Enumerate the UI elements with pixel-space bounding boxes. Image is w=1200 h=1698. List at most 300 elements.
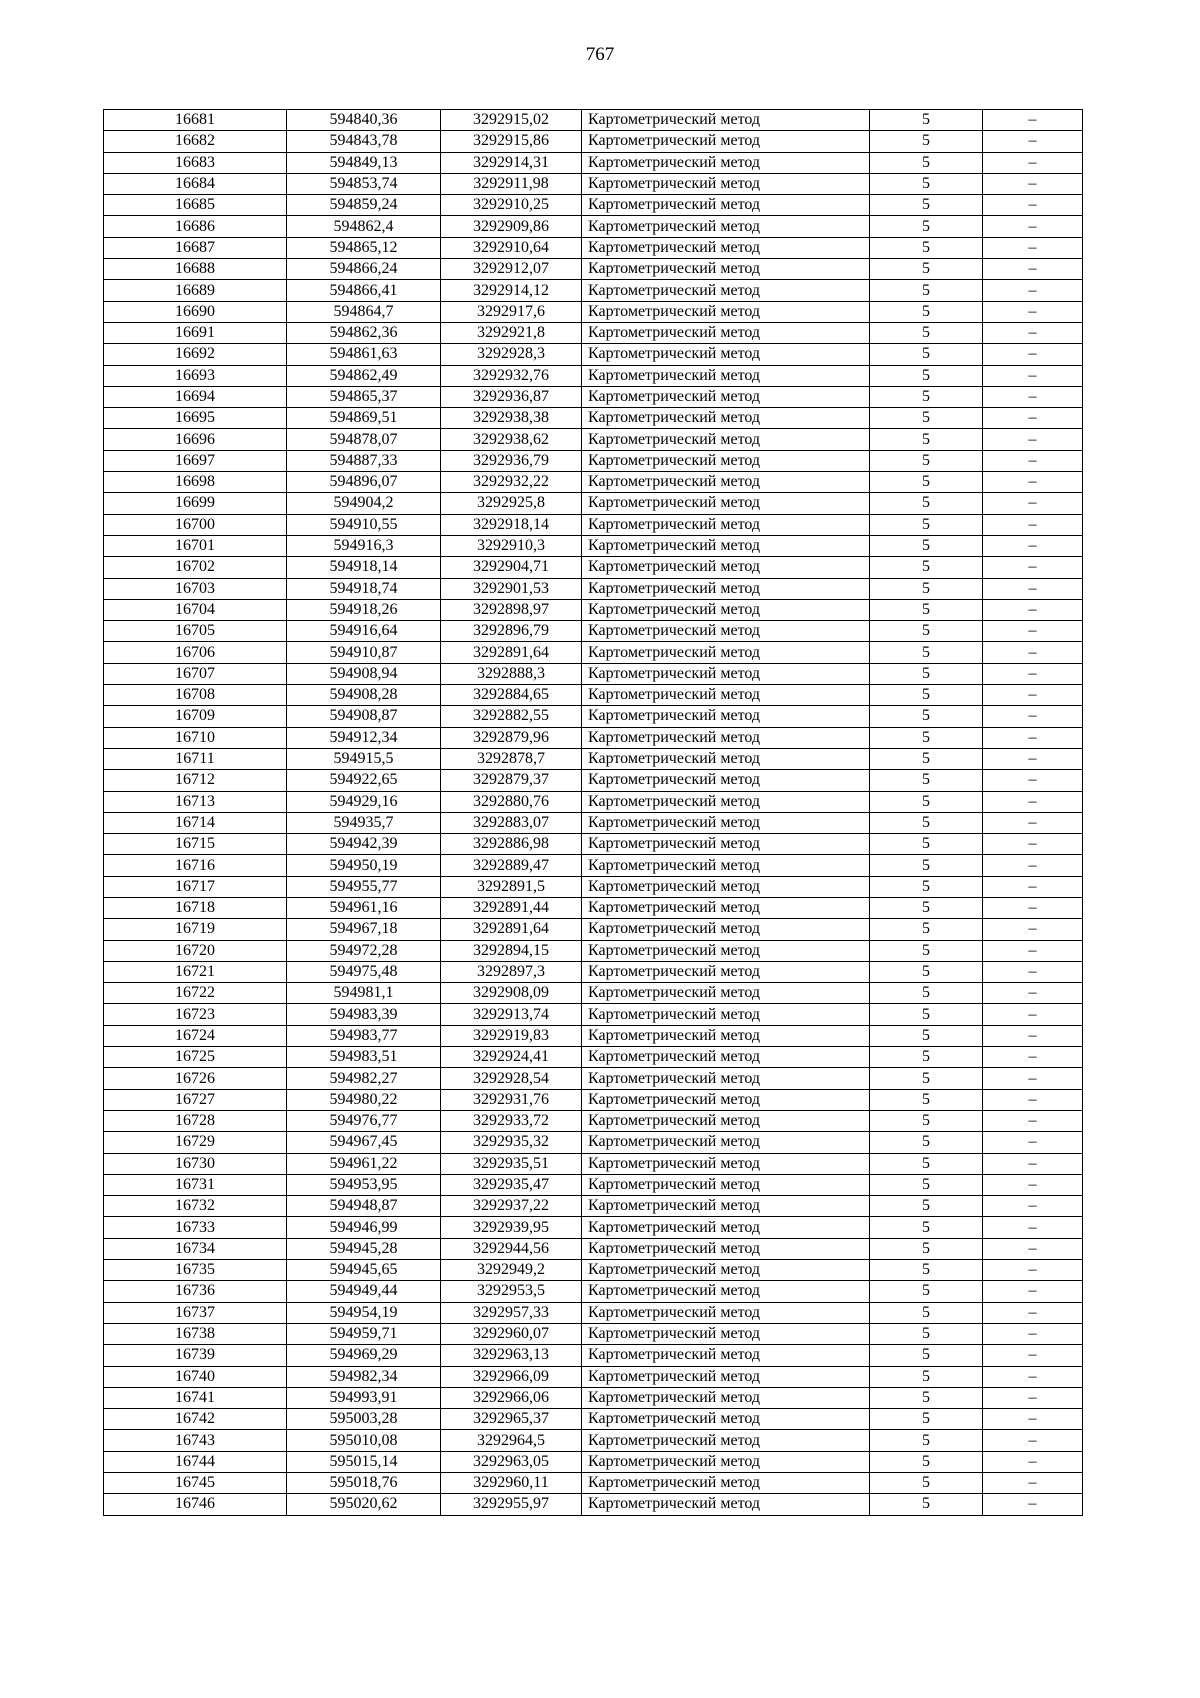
note-cell: –: [983, 1430, 1083, 1451]
note-cell: –: [983, 1089, 1083, 1110]
point-number-cell: 16726: [104, 1068, 287, 1089]
method-cell: Картометрический метод: [582, 1238, 870, 1259]
coordinates-table: [103, 109, 1083, 1516]
method-cell: Картометрический метод: [582, 493, 870, 514]
table-row: [104, 1047, 1083, 1068]
point-number-cell: 16687: [104, 237, 287, 258]
table-row: [104, 386, 1083, 407]
y-coordinate-cell: 3292955,97: [441, 1494, 582, 1515]
y-coordinate-cell: 3292935,51: [441, 1153, 582, 1174]
method-cell: Картометрический метод: [582, 1430, 870, 1451]
point-number-cell: 16696: [104, 429, 287, 450]
note-cell: –: [983, 557, 1083, 578]
table-row: [104, 472, 1083, 493]
y-coordinate-cell: 3292935,47: [441, 1174, 582, 1195]
accuracy-cell: 5: [870, 1451, 983, 1472]
x-coordinate-cell: 594967,45: [287, 1132, 441, 1153]
method-cell: Картометрический метод: [582, 195, 870, 216]
table-row: [104, 1068, 1083, 1089]
point-number-cell: 16739: [104, 1345, 287, 1366]
method-cell: Картометрический метод: [582, 514, 870, 535]
table-row: [104, 961, 1083, 982]
accuracy-cell: 5: [870, 237, 983, 258]
y-coordinate-cell: 3292884,65: [441, 685, 582, 706]
table-row: [104, 1004, 1083, 1025]
y-coordinate-cell: 3292931,76: [441, 1089, 582, 1110]
note-cell: –: [983, 195, 1083, 216]
x-coordinate-cell: 594865,37: [287, 386, 441, 407]
accuracy-cell: 5: [870, 280, 983, 301]
table-row: [104, 259, 1083, 280]
point-number-cell: 16683: [104, 152, 287, 173]
x-coordinate-cell: 594983,77: [287, 1025, 441, 1046]
y-coordinate-cell: 3292914,12: [441, 280, 582, 301]
note-cell: –: [983, 1302, 1083, 1323]
method-cell: Картометрический метод: [582, 812, 870, 833]
table-row: [104, 535, 1083, 556]
point-number-cell: 16742: [104, 1409, 287, 1430]
point-number-cell: 16686: [104, 216, 287, 237]
method-cell: Картометрический метод: [582, 1409, 870, 1430]
note-cell: –: [983, 1409, 1083, 1430]
table-row: [104, 557, 1083, 578]
accuracy-cell: 5: [870, 535, 983, 556]
accuracy-cell: 5: [870, 876, 983, 897]
point-number-cell: 16682: [104, 131, 287, 152]
method-cell: Картометрический метод: [582, 408, 870, 429]
x-coordinate-cell: 594865,12: [287, 237, 441, 258]
table-row: [104, 110, 1083, 131]
accuracy-cell: 5: [870, 259, 983, 280]
note-cell: –: [983, 514, 1083, 535]
y-coordinate-cell: 3292938,62: [441, 429, 582, 450]
y-coordinate-cell: 3292886,98: [441, 834, 582, 855]
note-cell: –: [983, 1281, 1083, 1302]
x-coordinate-cell: 594975,48: [287, 961, 441, 982]
method-cell: Картометрический метод: [582, 727, 870, 748]
accuracy-cell: 5: [870, 1260, 983, 1281]
table-row: [104, 983, 1083, 1004]
table-row: [104, 642, 1083, 663]
point-number-cell: 16697: [104, 450, 287, 471]
note-cell: –: [983, 280, 1083, 301]
x-coordinate-cell: 594983,51: [287, 1047, 441, 1068]
x-coordinate-cell: 595018,76: [287, 1473, 441, 1494]
table-row: [104, 195, 1083, 216]
y-coordinate-cell: 3292936,79: [441, 450, 582, 471]
x-coordinate-cell: 594869,51: [287, 408, 441, 429]
method-cell: Картометрический метод: [582, 706, 870, 727]
accuracy-cell: 5: [870, 1153, 983, 1174]
note-cell: –: [983, 1345, 1083, 1366]
x-coordinate-cell: 594862,4: [287, 216, 441, 237]
point-number-cell: 16710: [104, 727, 287, 748]
y-coordinate-cell: 3292928,3: [441, 344, 582, 365]
x-coordinate-cell: 594910,87: [287, 642, 441, 663]
table-row: [104, 855, 1083, 876]
note-cell: –: [983, 791, 1083, 812]
y-coordinate-cell: 3292963,13: [441, 1345, 582, 1366]
x-coordinate-cell: 594862,36: [287, 322, 441, 343]
y-coordinate-cell: 3292964,5: [441, 1430, 582, 1451]
accuracy-cell: 5: [870, 322, 983, 343]
method-cell: Картометрический метод: [582, 216, 870, 237]
method-cell: Картометрический метод: [582, 642, 870, 663]
point-number-cell: 16718: [104, 897, 287, 918]
note-cell: –: [983, 983, 1083, 1004]
table-row: [104, 663, 1083, 684]
y-coordinate-cell: 3292935,32: [441, 1132, 582, 1153]
accuracy-cell: 5: [870, 1004, 983, 1025]
y-coordinate-cell: 3292932,22: [441, 472, 582, 493]
point-number-cell: 16702: [104, 557, 287, 578]
method-cell: Картометрический метод: [582, 1004, 870, 1025]
y-coordinate-cell: 3292910,3: [441, 535, 582, 556]
point-number-cell: 16719: [104, 919, 287, 940]
table-row: [104, 1281, 1083, 1302]
y-coordinate-cell: 3292917,6: [441, 301, 582, 322]
method-cell: Картометрический метод: [582, 1473, 870, 1494]
point-number-cell: 16730: [104, 1153, 287, 1174]
point-number-cell: 16700: [104, 514, 287, 535]
table-row: [104, 1451, 1083, 1472]
point-number-cell: 16692: [104, 344, 287, 365]
table-row: [104, 940, 1083, 961]
x-coordinate-cell: 594849,13: [287, 152, 441, 173]
x-coordinate-cell: 594916,64: [287, 621, 441, 642]
note-cell: –: [983, 1132, 1083, 1153]
point-number-cell: 16724: [104, 1025, 287, 1046]
accuracy-cell: 5: [870, 386, 983, 407]
note-cell: –: [983, 237, 1083, 258]
accuracy-cell: 5: [870, 1089, 983, 1110]
method-cell: Картометрический метод: [582, 1047, 870, 1068]
accuracy-cell: 5: [870, 152, 983, 173]
x-coordinate-cell: 594862,49: [287, 365, 441, 386]
accuracy-cell: 5: [870, 1281, 983, 1302]
accuracy-cell: 5: [870, 1217, 983, 1238]
x-coordinate-cell: 594859,24: [287, 195, 441, 216]
point-number-cell: 16685: [104, 195, 287, 216]
x-coordinate-cell: 594922,65: [287, 770, 441, 791]
point-number-cell: 16734: [104, 1238, 287, 1259]
accuracy-cell: 5: [870, 173, 983, 194]
x-coordinate-cell: 594953,95: [287, 1174, 441, 1195]
accuracy-cell: 5: [870, 1238, 983, 1259]
accuracy-cell: 5: [870, 1345, 983, 1366]
x-coordinate-cell: 594929,16: [287, 791, 441, 812]
x-coordinate-cell: 594959,71: [287, 1323, 441, 1344]
point-number-cell: 16684: [104, 173, 287, 194]
accuracy-cell: 5: [870, 791, 983, 812]
method-cell: Картометрический метод: [582, 876, 870, 897]
accuracy-cell: 5: [870, 408, 983, 429]
table-row: [104, 919, 1083, 940]
y-coordinate-cell: 3292913,74: [441, 1004, 582, 1025]
y-coordinate-cell: 3292901,53: [441, 578, 582, 599]
point-number-cell: 16688: [104, 259, 287, 280]
point-number-cell: 16746: [104, 1494, 287, 1515]
note-cell: –: [983, 408, 1083, 429]
method-cell: Картометрический метод: [582, 1132, 870, 1153]
accuracy-cell: 5: [870, 1430, 983, 1451]
method-cell: Картометрический метод: [582, 152, 870, 173]
table-row: [104, 706, 1083, 727]
note-cell: –: [983, 706, 1083, 727]
accuracy-cell: 5: [870, 727, 983, 748]
x-coordinate-cell: 594918,26: [287, 599, 441, 620]
point-number-cell: 16704: [104, 599, 287, 620]
method-cell: Картометрический метод: [582, 450, 870, 471]
table-row: [104, 1089, 1083, 1110]
y-coordinate-cell: 3292936,87: [441, 386, 582, 407]
x-coordinate-cell: 594946,99: [287, 1217, 441, 1238]
point-number-cell: 16744: [104, 1451, 287, 1472]
note-cell: –: [983, 748, 1083, 769]
y-coordinate-cell: 3292919,83: [441, 1025, 582, 1046]
y-coordinate-cell: 3292965,37: [441, 1409, 582, 1430]
method-cell: Картометрический метод: [582, 429, 870, 450]
table-row: [104, 812, 1083, 833]
y-coordinate-cell: 3292933,72: [441, 1110, 582, 1131]
table-row: [104, 429, 1083, 450]
y-coordinate-cell: 3292949,2: [441, 1260, 582, 1281]
table-row: [104, 237, 1083, 258]
y-coordinate-cell: 3292928,54: [441, 1068, 582, 1089]
method-cell: Картометрический метод: [582, 578, 870, 599]
accuracy-cell: 5: [870, 110, 983, 131]
x-coordinate-cell: 594961,16: [287, 897, 441, 918]
method-cell: Картометрический метод: [582, 897, 870, 918]
table-row: [104, 1430, 1083, 1451]
point-number-cell: 16698: [104, 472, 287, 493]
note-cell: –: [983, 1473, 1083, 1494]
y-coordinate-cell: 3292883,07: [441, 812, 582, 833]
y-coordinate-cell: 3292889,47: [441, 855, 582, 876]
y-coordinate-cell: 3292924,41: [441, 1047, 582, 1068]
note-cell: –: [983, 1196, 1083, 1217]
y-coordinate-cell: 3292897,3: [441, 961, 582, 982]
point-number-cell: 16741: [104, 1387, 287, 1408]
method-cell: Картометрический метод: [582, 1323, 870, 1344]
point-number-cell: 16737: [104, 1302, 287, 1323]
point-number-cell: 16701: [104, 535, 287, 556]
accuracy-cell: 5: [870, 131, 983, 152]
table-row: [104, 280, 1083, 301]
note-cell: –: [983, 386, 1083, 407]
note-cell: –: [983, 1110, 1083, 1131]
x-coordinate-cell: 594887,33: [287, 450, 441, 471]
method-cell: Картометрический метод: [582, 1302, 870, 1323]
accuracy-cell: 5: [870, 216, 983, 237]
accuracy-cell: 5: [870, 642, 983, 663]
x-coordinate-cell: 594969,29: [287, 1345, 441, 1366]
table-row: [104, 1132, 1083, 1153]
point-number-cell: 16716: [104, 855, 287, 876]
table-row: [104, 1409, 1083, 1430]
point-number-cell: 16723: [104, 1004, 287, 1025]
x-coordinate-cell: 594916,3: [287, 535, 441, 556]
x-coordinate-cell: 594972,28: [287, 940, 441, 961]
accuracy-cell: 5: [870, 429, 983, 450]
accuracy-cell: 5: [870, 770, 983, 791]
y-coordinate-cell: 3292915,02: [441, 110, 582, 131]
x-coordinate-cell: 594918,74: [287, 578, 441, 599]
note-cell: –: [983, 578, 1083, 599]
x-coordinate-cell: 594878,07: [287, 429, 441, 450]
point-number-cell: 16740: [104, 1366, 287, 1387]
x-coordinate-cell: 594840,36: [287, 110, 441, 131]
point-number-cell: 16690: [104, 301, 287, 322]
method-cell: Картометрический метод: [582, 259, 870, 280]
method-cell: Картометрический метод: [582, 1345, 870, 1366]
table-row: [104, 365, 1083, 386]
note-cell: –: [983, 1153, 1083, 1174]
y-coordinate-cell: 3292966,09: [441, 1366, 582, 1387]
note-cell: –: [983, 940, 1083, 961]
accuracy-cell: 5: [870, 365, 983, 386]
note-cell: –: [983, 1047, 1083, 1068]
accuracy-cell: 5: [870, 748, 983, 769]
method-cell: Картометрический метод: [582, 1025, 870, 1046]
accuracy-cell: 5: [870, 685, 983, 706]
point-number-cell: 16707: [104, 663, 287, 684]
note-cell: –: [983, 961, 1083, 982]
table-row: [104, 770, 1083, 791]
point-number-cell: 16738: [104, 1323, 287, 1344]
accuracy-cell: 5: [870, 961, 983, 982]
table-row: [104, 791, 1083, 812]
point-number-cell: 16689: [104, 280, 287, 301]
accuracy-cell: 5: [870, 1323, 983, 1344]
note-cell: –: [983, 1494, 1083, 1515]
table-row: [104, 1323, 1083, 1344]
y-coordinate-cell: 3292879,96: [441, 727, 582, 748]
y-coordinate-cell: 3292963,05: [441, 1451, 582, 1472]
y-coordinate-cell: 3292909,86: [441, 216, 582, 237]
y-coordinate-cell: 3292938,38: [441, 408, 582, 429]
table-row: [104, 897, 1083, 918]
method-cell: Картометрический метод: [582, 472, 870, 493]
y-coordinate-cell: 3292921,8: [441, 322, 582, 343]
accuracy-cell: 5: [870, 1025, 983, 1046]
method-cell: Картометрический метод: [582, 1366, 870, 1387]
y-coordinate-cell: 3292966,06: [441, 1387, 582, 1408]
point-number-cell: 16703: [104, 578, 287, 599]
table-row: [104, 216, 1083, 237]
table-row: [104, 322, 1083, 343]
accuracy-cell: 5: [870, 1132, 983, 1153]
page-number: 767: [585, 44, 615, 65]
note-cell: –: [983, 727, 1083, 748]
table-row: [104, 173, 1083, 194]
note-cell: –: [983, 599, 1083, 620]
accuracy-cell: 5: [870, 301, 983, 322]
x-coordinate-cell: 594982,27: [287, 1068, 441, 1089]
method-cell: Картометрический метод: [582, 386, 870, 407]
note-cell: –: [983, 259, 1083, 280]
note-cell: –: [983, 535, 1083, 556]
x-coordinate-cell: 594967,18: [287, 919, 441, 940]
y-coordinate-cell: 3292880,76: [441, 791, 582, 812]
accuracy-cell: 5: [870, 812, 983, 833]
note-cell: –: [983, 897, 1083, 918]
table-row: [104, 1473, 1083, 1494]
point-number-cell: 16695: [104, 408, 287, 429]
method-cell: Картометрический метод: [582, 791, 870, 812]
y-coordinate-cell: 3292910,64: [441, 237, 582, 258]
method-cell: Картометрический метод: [582, 1387, 870, 1408]
accuracy-cell: 5: [870, 1409, 983, 1430]
point-number-cell: 16720: [104, 940, 287, 961]
table-row: [104, 1366, 1083, 1387]
table-row: [104, 876, 1083, 897]
method-cell: Картометрический метод: [582, 301, 870, 322]
y-coordinate-cell: 3292914,31: [441, 152, 582, 173]
method-cell: Картометрический метод: [582, 855, 870, 876]
x-coordinate-cell: 594853,74: [287, 173, 441, 194]
accuracy-cell: 5: [870, 1110, 983, 1131]
table-row: [104, 152, 1083, 173]
accuracy-cell: 5: [870, 578, 983, 599]
x-coordinate-cell: 595003,28: [287, 1409, 441, 1430]
table-row: [104, 408, 1083, 429]
note-cell: –: [983, 1323, 1083, 1344]
method-cell: Картометрический метод: [582, 1089, 870, 1110]
method-cell: Картометрический метод: [582, 344, 870, 365]
x-coordinate-cell: 594843,78: [287, 131, 441, 152]
accuracy-cell: 5: [870, 663, 983, 684]
table-row: [104, 493, 1083, 514]
accuracy-cell: 5: [870, 1366, 983, 1387]
x-coordinate-cell: 595015,14: [287, 1451, 441, 1472]
note-cell: –: [983, 1238, 1083, 1259]
x-coordinate-cell: 594993,91: [287, 1387, 441, 1408]
x-coordinate-cell: 594910,55: [287, 514, 441, 535]
point-number-cell: 16722: [104, 983, 287, 1004]
table-row: [104, 1494, 1083, 1515]
table-row: [104, 599, 1083, 620]
point-number-cell: 16708: [104, 685, 287, 706]
method-cell: Картометрический метод: [582, 599, 870, 620]
note-cell: –: [983, 322, 1083, 343]
y-coordinate-cell: 3292904,71: [441, 557, 582, 578]
y-coordinate-cell: 3292898,97: [441, 599, 582, 620]
y-coordinate-cell: 3292912,07: [441, 259, 582, 280]
method-cell: Картометрический метод: [582, 365, 870, 386]
table-row: [104, 685, 1083, 706]
note-cell: –: [983, 365, 1083, 386]
y-coordinate-cell: 3292879,37: [441, 770, 582, 791]
note-cell: –: [983, 344, 1083, 365]
y-coordinate-cell: 3292953,5: [441, 1281, 582, 1302]
point-number-cell: 16745: [104, 1473, 287, 1494]
note-cell: –: [983, 429, 1083, 450]
table-row: [104, 1302, 1083, 1323]
x-coordinate-cell: 594904,2: [287, 493, 441, 514]
x-coordinate-cell: 594918,14: [287, 557, 441, 578]
coordinates-table-body: [104, 110, 1083, 1516]
x-coordinate-cell: 594983,39: [287, 1004, 441, 1025]
y-coordinate-cell: 3292891,64: [441, 642, 582, 663]
table-row: [104, 727, 1083, 748]
method-cell: Картометрический метод: [582, 919, 870, 940]
point-number-cell: 16706: [104, 642, 287, 663]
table-row: [104, 344, 1083, 365]
y-coordinate-cell: 3292891,64: [441, 919, 582, 940]
x-coordinate-cell: 594896,07: [287, 472, 441, 493]
point-number-cell: 16713: [104, 791, 287, 812]
